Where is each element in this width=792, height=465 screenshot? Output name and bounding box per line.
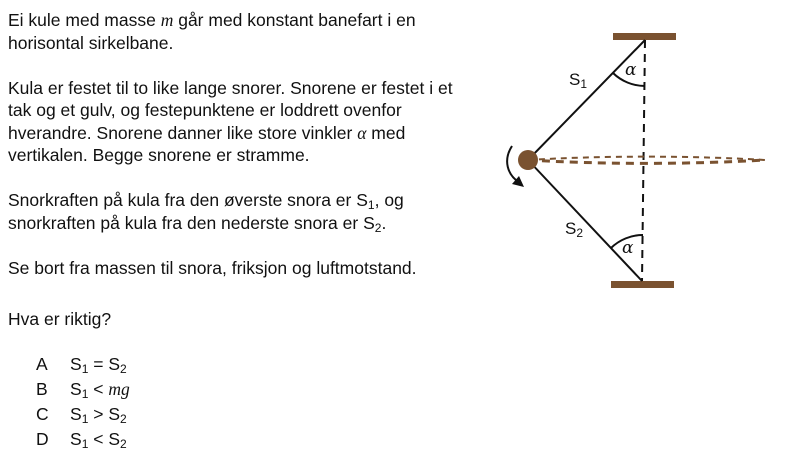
answer-options — [36, 352, 130, 452]
vertical-axis-line — [642, 40, 645, 281]
option-c[interactable]: C $S_1 > S_2$ — [36, 404, 127, 426]
setup-paragraph — [8, 77, 488, 167]
setup-line-1: Kula er festet til to like lange snorer. Snorene er festet i et — [8, 77, 453, 98]
intro-text-1: Ei kule med masse — [8, 10, 161, 30]
ball — [518, 150, 538, 170]
forces-line-2: snorkraften på kula fra den nederste snora er S — [8, 212, 375, 233]
forces-sub-1: 1 — [367, 198, 375, 212]
forces-line-2-end: . — [381, 212, 387, 233]
option-letter: C — [36, 404, 49, 424]
intro-text-2: horisontal sirkelbane. — [8, 32, 174, 53]
mass-symbol: m — [160, 10, 174, 30]
circular-path-back — [528, 157, 765, 160]
setup-line-2: tak og et gulv, og festepunktene er loddrett ovenfor — [8, 100, 402, 120]
setup-line-4: vertikalen. Begge snorene er stramme. — [8, 145, 310, 165]
alpha-bottom-label: α — [622, 238, 634, 258]
label-s2: S2 — [565, 219, 584, 240]
ceiling-bar — [613, 33, 676, 40]
option-d[interactable]: D $S_1 < S_2$ — [36, 429, 127, 451]
setup-line-3-end: med — [366, 122, 406, 143]
setup-line-3: hverandre. Snorene danner like store vinkler — [8, 122, 358, 143]
problem-text — [8, 9, 488, 279]
conical-pendulum-figure — [495, 20, 785, 300]
lower-string — [528, 160, 642, 281]
upper-string — [528, 40, 645, 160]
question-prompt: Hva er riktig? — [8, 309, 112, 329]
forces-paragraph — [8, 189, 488, 234]
forces-sub-2: 2 — [374, 220, 382, 235]
alpha-top-label: α — [625, 60, 637, 80]
forces-line-1: Snorkraften på kula fra den øverste snora er S — [8, 190, 368, 210]
label-s1: S1 — [569, 70, 588, 91]
circular-path-front — [528, 160, 765, 163]
neglect-paragraph: Se bort fra massen til snora, friksjon og luftmotstand. — [8, 257, 417, 278]
option-letter: B — [36, 379, 48, 399]
floor-bar — [611, 281, 674, 288]
alpha-symbol: α — [357, 122, 367, 143]
intro-paragraph — [8, 9, 488, 54]
intro-text-1-end: går med konstant banefart i en — [173, 10, 416, 30]
option-letter: A — [36, 354, 48, 374]
option-a[interactable]: A $S_1 = S_2$ — [36, 354, 127, 376]
forces-line-1-end: , og — [374, 190, 404, 210]
option-letter: D — [36, 429, 49, 449]
option-b[interactable]: B $S_1$ < mg — [36, 379, 130, 401]
